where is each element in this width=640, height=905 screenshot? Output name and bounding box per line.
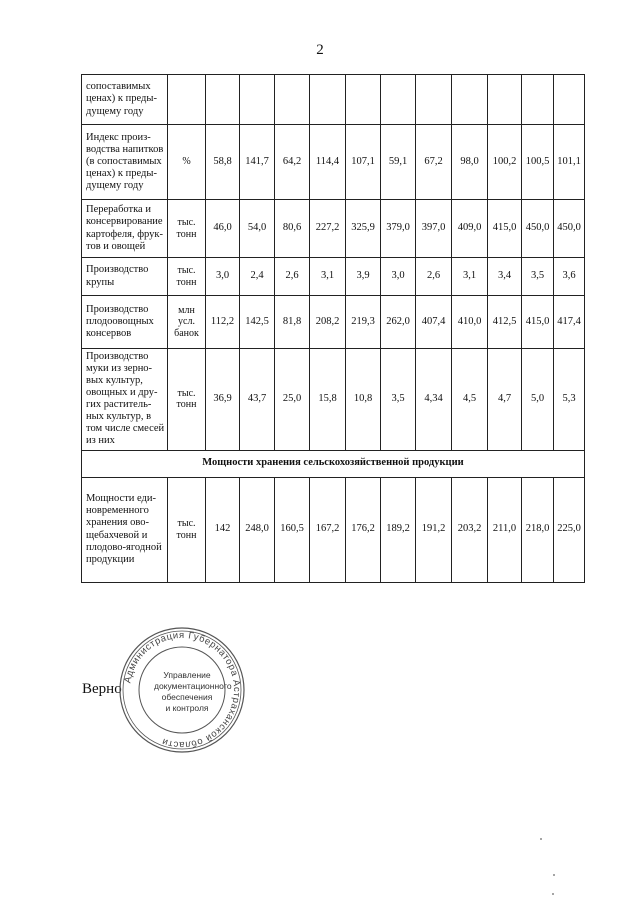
value-cell [310, 75, 346, 125]
value-cell: 397,0 [416, 200, 452, 258]
value-cell: 81,8 [275, 296, 310, 349]
stamp-line: Управление [163, 670, 211, 680]
value-cell: 46,0 [206, 200, 240, 258]
value-cell: 2,6 [275, 258, 310, 296]
unit-cell: % [168, 125, 206, 200]
stamp-line: и контроля [165, 703, 209, 713]
value-cell: 107,1 [346, 125, 381, 200]
value-cell: 211,0 [488, 477, 522, 582]
value-cell: 3,6 [554, 258, 585, 296]
stamp-line: документационного [154, 681, 232, 691]
value-cell [240, 75, 275, 125]
table-body [82, 75, 585, 583]
section-row [82, 450, 585, 477]
value-cell: 218,0 [522, 477, 554, 582]
value-cell: 112,2 [206, 296, 240, 349]
value-cell: 208,2 [310, 296, 346, 349]
value-cell: 4,7 [488, 349, 522, 451]
value-cell: 114,4 [310, 125, 346, 200]
value-cell: 407,4 [416, 296, 452, 349]
value-cell: 3,1 [310, 258, 346, 296]
table-row [82, 75, 585, 125]
value-cell: 5,0 [522, 349, 554, 451]
value-cell: 203,2 [452, 477, 488, 582]
indicator-cell: Производство муки из зерно-вых культур, овощных и дру-гих раститель-ных культур, в том числе смесей из них [82, 349, 168, 451]
value-cell: 3,1 [452, 258, 488, 296]
value-cell: 2,4 [240, 258, 275, 296]
indicator-cell: сопоставимых ценах) к преды-дущему году [82, 75, 168, 125]
value-cell: 191,2 [416, 477, 452, 582]
unit-cell: тыс. тонн [168, 477, 206, 582]
value-cell: 325,9 [346, 200, 381, 258]
scan-speck [552, 893, 554, 895]
value-cell [346, 75, 381, 125]
section-title: Мощности хранения сельскохозяйственной продукции [82, 450, 585, 477]
value-cell: 415,0 [488, 200, 522, 258]
unit-cell: тыс. тонн [168, 200, 206, 258]
value-cell [416, 75, 452, 125]
indicator-cell: Мощности еди-новременного хранения ово-щебахчевой и плодово-ягодной продукции [82, 477, 168, 582]
value-cell: 3,5 [522, 258, 554, 296]
indicator-cell: Производство плодоовощных консервов [82, 296, 168, 349]
table-row [82, 258, 585, 296]
data-table [81, 74, 585, 583]
value-cell: 417,4 [554, 296, 585, 349]
value-cell: 142,5 [240, 296, 275, 349]
value-cell [452, 75, 488, 125]
value-cell: 101,1 [554, 125, 585, 200]
value-cell: 25,0 [275, 349, 310, 451]
unit-cell: тыс. тонн [168, 349, 206, 451]
value-cell [554, 75, 585, 125]
value-cell: 410,0 [452, 296, 488, 349]
value-cell: 262,0 [381, 296, 416, 349]
value-cell: 58,8 [206, 125, 240, 200]
value-cell: 10,8 [346, 349, 381, 451]
value-cell: 15,8 [310, 349, 346, 451]
value-cell: 3,0 [206, 258, 240, 296]
value-cell: 160,5 [275, 477, 310, 582]
indicator-cell: Производство крупы [82, 258, 168, 296]
value-cell [522, 75, 554, 125]
value-cell: 248,0 [240, 477, 275, 582]
value-cell: 100,5 [522, 125, 554, 200]
value-cell [275, 75, 310, 125]
value-cell: 100,2 [488, 125, 522, 200]
unit-cell: тыс. тонн [168, 258, 206, 296]
value-cell: 450,0 [554, 200, 585, 258]
value-cell: 4,34 [416, 349, 452, 451]
value-cell: 415,0 [522, 296, 554, 349]
value-cell: 3,0 [381, 258, 416, 296]
value-cell: 2,6 [416, 258, 452, 296]
value-cell: 43,7 [240, 349, 275, 451]
value-cell: 412,5 [488, 296, 522, 349]
value-cell: 3,9 [346, 258, 381, 296]
value-cell: 450,0 [522, 200, 554, 258]
value-cell: 141,7 [240, 125, 275, 200]
value-cell [488, 75, 522, 125]
value-cell [206, 75, 240, 125]
value-cell: 59,1 [381, 125, 416, 200]
value-cell [381, 75, 416, 125]
value-cell: 142 [206, 477, 240, 582]
scan-speck [553, 874, 555, 876]
unit-cell: млн усл. банок [168, 296, 206, 349]
value-cell: 3,5 [381, 349, 416, 451]
value-cell: 54,0 [240, 200, 275, 258]
value-cell: 225,0 [554, 477, 585, 582]
value-cell: 167,2 [310, 477, 346, 582]
certification-label: Верно [82, 681, 122, 697]
value-cell: 36,9 [206, 349, 240, 451]
indicator-cell: Индекс произ-водства напитков (в сопоставимых ценах) к преды-дущему году [82, 125, 168, 200]
value-cell: 189,2 [381, 477, 416, 582]
value-cell: 3,4 [488, 258, 522, 296]
value-cell: 227,2 [310, 200, 346, 258]
indicator-cell: Переработка и консервирование картофеля, фрук-тов и овощей [82, 200, 168, 258]
table-row [82, 200, 585, 258]
value-cell: 98,0 [452, 125, 488, 200]
value-cell: 4,5 [452, 349, 488, 451]
stamp-ring-text: Администрация Губернатора Астраханской области [122, 629, 243, 751]
value-cell: 80,6 [275, 200, 310, 258]
stamp-line: обеспечения [161, 692, 213, 702]
table-row [82, 477, 585, 582]
value-cell: 219,3 [346, 296, 381, 349]
value-cell: 409,0 [452, 200, 488, 258]
stamp-center-text [154, 670, 232, 714]
value-cell: 176,2 [346, 477, 381, 582]
value-cell: 67,2 [416, 125, 452, 200]
value-cell: 64,2 [275, 125, 310, 200]
scan-speck [540, 838, 542, 840]
value-cell: 379,0 [381, 200, 416, 258]
value-cell: 5,3 [554, 349, 585, 451]
page-number: 2 [316, 42, 324, 58]
table-row [82, 349, 585, 451]
table-row [82, 125, 585, 200]
table-row [82, 296, 585, 349]
unit-cell [168, 75, 206, 125]
